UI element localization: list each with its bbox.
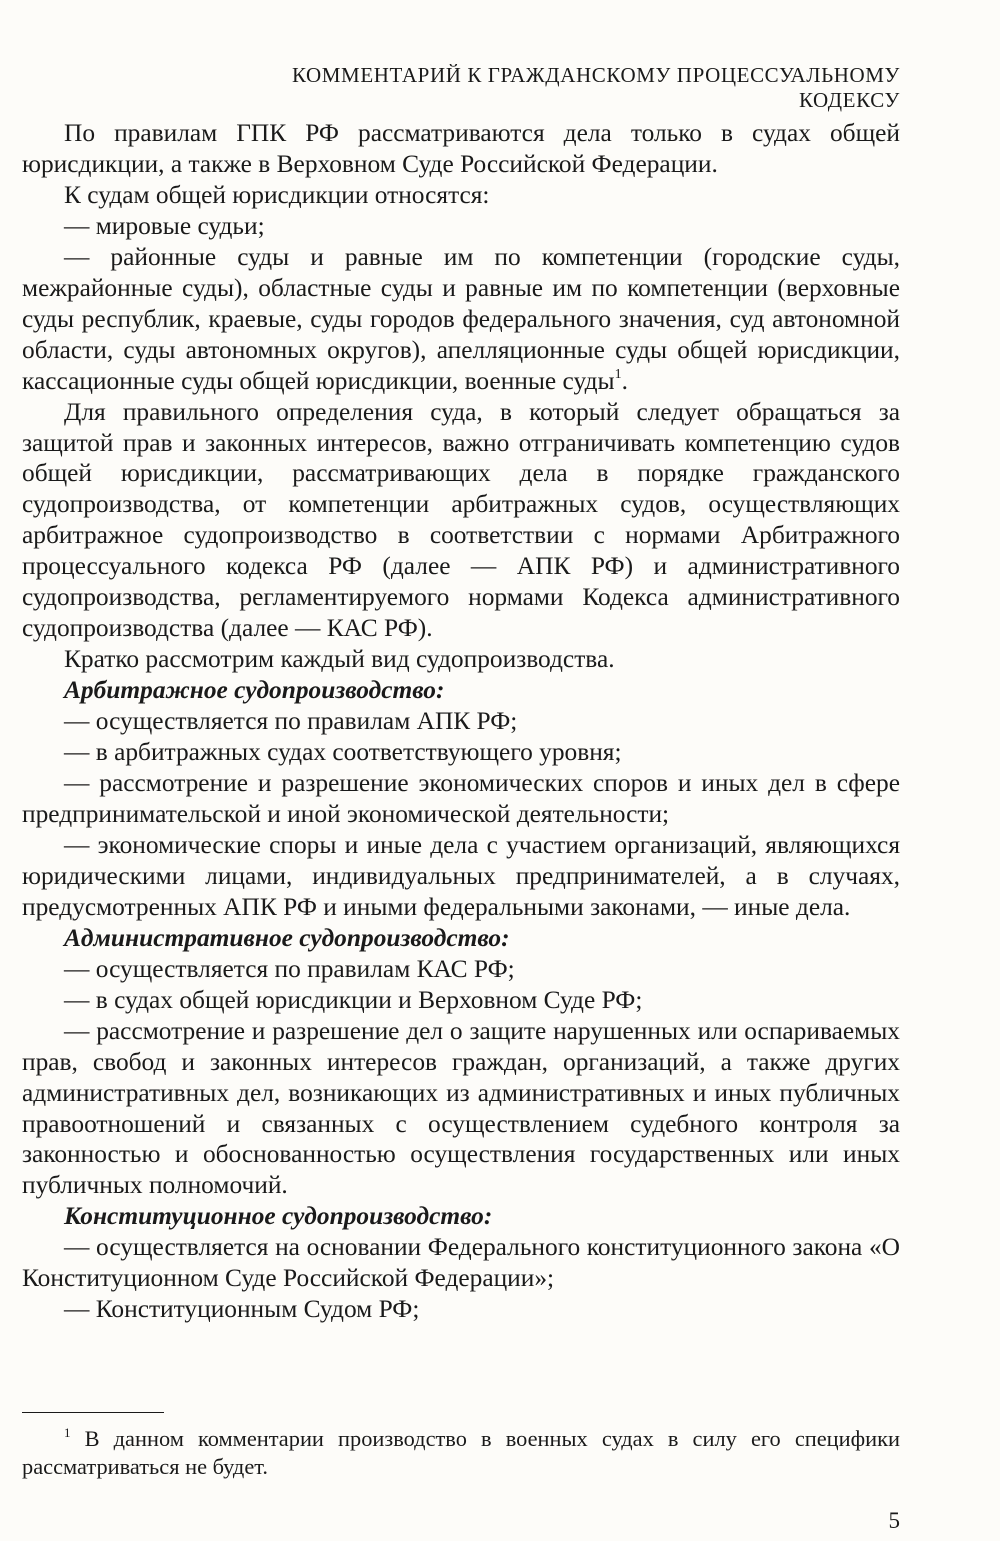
list-item (22, 242, 900, 397)
footnote-text: В данном комментарии производство в военных судах в силу его специфики рассматриваться не будет. (22, 1426, 900, 1479)
paragraph: По правилам ГПК РФ рассматриваются дела только в судах общей юрисдикции, а также в Верховном Суде Российской Федерации. (22, 119, 900, 178)
running-title: КОММЕНТАРИЙ К ГРАЖДАНСКОМУ ПРОЦЕССУАЛЬНОМУ КОДЕКСУ (291, 63, 900, 112)
list-item: — Конституционным Судом РФ; (64, 1295, 420, 1324)
paragraph: Для правильного определения суда, в который следует обращаться за защитой прав и законных интересов, важно отграничивать компетенцию судов общей юрисдикции, рассматривающих дела в порядке гражданского судопроизводства, от компетенции арбитражных судов, осуществляющих арбитражное судопроизводство в соответствии с нормами Арбитражного процессуального кодекса РФ (далее — АПК РФ) и административного судопроизводства, регламентируемого нормами Кодекса административного судопроизводства (далее — КАС РФ). (22, 397, 900, 643)
footnote-reference: 1 (614, 366, 622, 382)
list-item: — осуществляется по правилам АПК РФ; (64, 707, 518, 736)
footnote (22, 1425, 900, 1481)
main-text (22, 118, 900, 1325)
section-heading-arbitration: Арбитражное судопроизводство: (64, 676, 445, 705)
list-item: — рассмотрение и разрешение экономических споров и иных дел в сфере предпринимательской и иной экономической деятельности; (22, 769, 900, 828)
footnote-mark: 1 (64, 1425, 71, 1440)
list-item: — в арбитражных судах соответствующего уровня; (64, 738, 622, 767)
section-heading-administrative: Административное судопроизводство: (64, 923, 510, 952)
paragraph: К судам общей юрисдикции относятся: (64, 180, 490, 209)
list-item: — осуществляется на основании Федерального конституционного закона «О Конституционном Суде Российской Федерации»; (22, 1233, 900, 1293)
list-item: — осуществляется по правилам КАС РФ; (64, 954, 515, 983)
section-heading-constitutional: Конституционное судопроизводство: (64, 1202, 493, 1231)
page-number: 5 (888, 1508, 900, 1533)
list-item: — рассмотрение и разрешение дел о защите нарушенных или оспариваемых прав, свобод и законных интересов граждан, организаций, а также других административных дел, возникающих из административных и иных публичных правоотношений и связанных с осуществлением судебного контроля за законностью и обоснованностью осуществления государственных или иных публичных полномочий. (22, 1016, 900, 1200)
footnote-paragraph (22, 1425, 900, 1481)
list-item: — экономические споры и иные дела с участием организаций, являющихся юридическими лицами, индивидуальных предпринимателей, а в случаях, предусмотренных АПК РФ и иными федеральными законами, — иные дела. (22, 830, 900, 921)
footnote-divider (22, 1412, 164, 1413)
list-item: — в судах общей юрисдикции и Верховном Суде РФ; (64, 985, 643, 1014)
list-item-text: — районные суды и равные им по компетенции (городские суды, межрайонные суды), областные суды и равные им по компетенции (верховные суды республик, краевые, суды городов федерального значения, суд автономной области, суды автономных округов), апелляционные суды общей юрисдикции, кассационные суды общей юрисдикции, военные суды (22, 242, 900, 395)
list-item: — мировые судьи; (64, 211, 265, 240)
punctuation: . (621, 366, 628, 395)
paragraph: Кратко рассмотрим каждый вид судопроизводства. (64, 645, 615, 674)
